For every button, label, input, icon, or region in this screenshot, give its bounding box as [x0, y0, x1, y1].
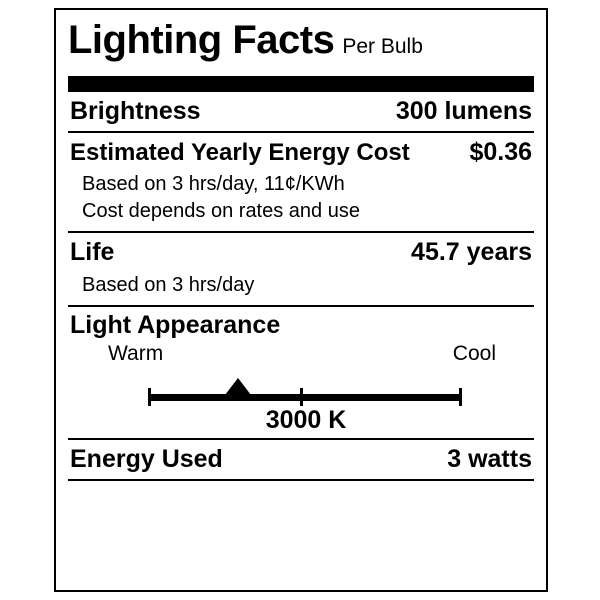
life-note: Based on 3 hrs/day	[82, 274, 255, 296]
light-appearance-block	[66, 307, 536, 438]
life-value: 45.7 years	[411, 238, 532, 266]
label-inner	[66, 16, 536, 481]
energy-cost-value: $0.36	[469, 138, 532, 166]
energy-used-label: Energy Used	[70, 445, 223, 473]
scale-right-label: Cool	[452, 342, 496, 365]
color-temperature-value: 3000 K	[265, 406, 347, 434]
scale-tick-left	[148, 388, 151, 406]
brightness-value: 300 lumens	[395, 97, 532, 125]
scale-bar	[148, 394, 462, 401]
page-title: Lighting Facts	[68, 18, 335, 62]
light-appearance-label: Light Appearance	[70, 311, 281, 339]
appearance-scale-ends	[70, 342, 532, 366]
scale-marker-triangle-icon	[225, 378, 251, 395]
scale-tick-middle	[300, 388, 303, 406]
energy-used-value: 3 watts	[447, 445, 532, 473]
label-title-row	[66, 16, 536, 71]
life-label: Life	[70, 238, 115, 266]
energy-cost-label: Estimated Yearly Energy Cost	[70, 139, 410, 166]
scale-tick-right	[459, 388, 462, 406]
brightness-label: Brightness	[70, 97, 201, 125]
lighting-facts-label	[54, 8, 548, 592]
divider-5	[68, 479, 534, 481]
appearance-scale	[70, 372, 532, 432]
scale-left-label: Warm	[108, 342, 164, 365]
energy-cost-note-1: Based on 3 hrs/day, 11¢/KWh	[82, 173, 345, 195]
life-row	[66, 233, 536, 272]
energy-used-row	[66, 440, 536, 479]
title-subtext: Per Bulb	[342, 35, 423, 58]
energy-cost-row	[66, 133, 536, 171]
brightness-row	[66, 92, 536, 131]
title-divider-bar	[68, 76, 534, 92]
energy-cost-note-2: Cost depends on rates and use	[82, 200, 360, 222]
